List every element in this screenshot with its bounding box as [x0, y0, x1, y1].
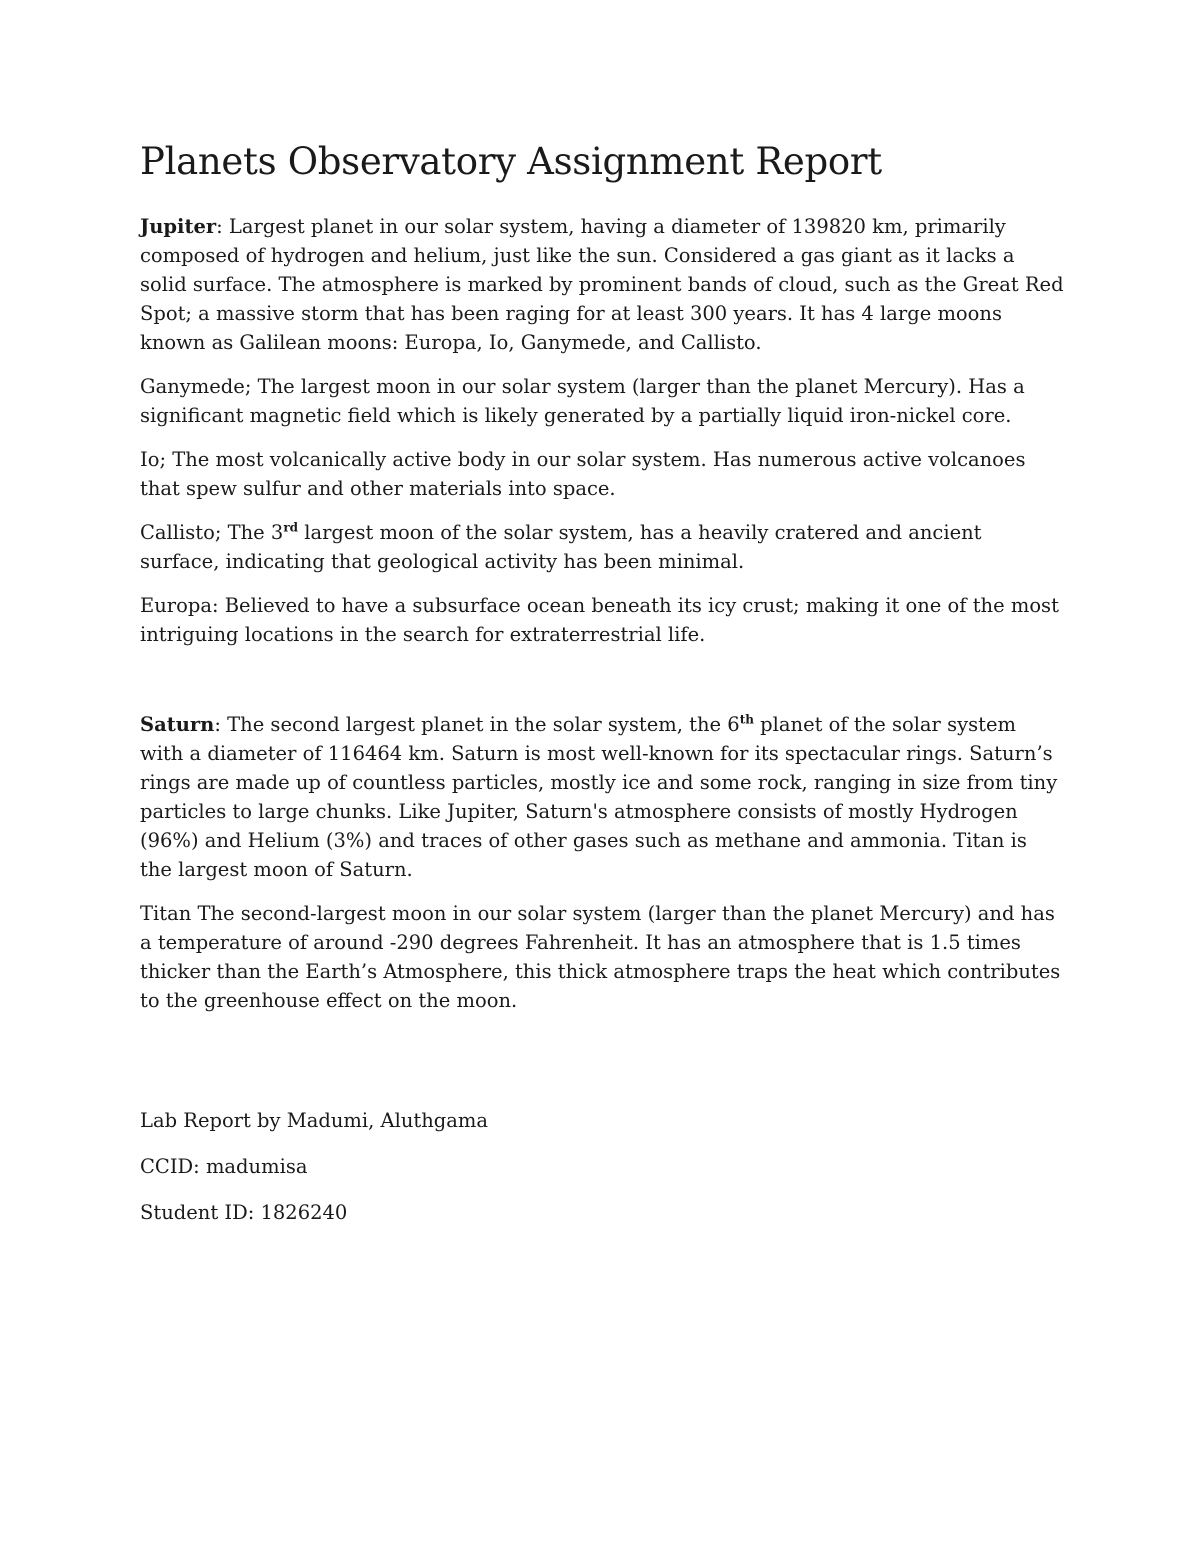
- section-spacer: [140, 664, 1065, 710]
- jupiter-paragraph: [140, 212, 1065, 357]
- document-page: [140, 138, 1065, 1244]
- saturn-paragraph: [140, 710, 1065, 884]
- saturn-text-before: : The second largest planet in the solar system, the 6: [214, 713, 740, 736]
- ganymede-paragraph: Ganymede; The largest moon in our solar system (larger than the planet Mercury). Has a significant magnetic field which is likely generated by a partially liquid iron-nickel core.: [140, 375, 1025, 427]
- saturn-label: Saturn: [140, 713, 215, 736]
- io-paragraph: Io; The most volcanically active body in our solar system. Has numerous active volcanoes that spew sulfur and other materials into space.: [140, 448, 1026, 500]
- titan-paragraph: Titan The second-largest moon in our solar system (larger than the planet Mercury) and has a temperature of around -290 degrees Fahrenheit. It has an atmosphere that is 1.5 times thicker than the Earth’s Atmosphere, this thick atmosphere traps the heat which contributes to the greenhouse effect on the moon.: [140, 902, 1061, 1012]
- saturn-text-after: planet of the solar system with a diameter of 116464 km. Saturn is most well-known for its spectacular rings. Saturn’s rings are made up of countless particles, mostly ice and some rock, ranging in size from tiny particles to large chunks. Like Jupiter, Saturn's atmosphere consists of mostly Hydrogen (96%) and Helium (3%) and traces of other gases such as methane and ammonia. Titan is the largest moon of Saturn.: [140, 713, 1058, 881]
- jupiter-text: : Largest planet in our solar system, having a diameter of 139820 km, primarily composed of hydrogen and helium, just like the sun. Considered a gas giant as it lacks a solid surface. The atmosphere is marked by prominent bands of cloud, such as the Great Red Spot; a massive storm that has been raging for at least 300 years. It has 4 large moons known as Galilean moons: Europa, Io, Ganymede, and Callisto.: [140, 215, 1064, 354]
- saturn-ordinal-suffix: th: [739, 712, 754, 727]
- europa-paragraph: Europa: Believed to have a subsurface ocean beneath its icy crust; making it one of the most intriguing locations in the search for extraterrestrial life.: [140, 594, 1059, 646]
- jupiter-label: Jupiter: [140, 215, 217, 238]
- student-id-line: Student ID: 1826240: [140, 1201, 348, 1224]
- callisto-ordinal-suffix: rd: [283, 520, 299, 535]
- callisto-text-after: largest moon of the solar system, has a heavily cratered and ancient surface, indicating that geological activity has been minimal.: [140, 521, 982, 573]
- author-line: Lab Report by Madumi, Aluthgama: [140, 1109, 489, 1132]
- callisto-paragraph: [140, 518, 1065, 576]
- footer-spacer: [140, 1030, 1065, 1106]
- ccid-line: CCID: madumisa: [140, 1155, 308, 1178]
- page-title: Planets Observatory Assignment Report: [140, 140, 882, 183]
- callisto-text-before: Callisto; The 3: [140, 521, 284, 544]
